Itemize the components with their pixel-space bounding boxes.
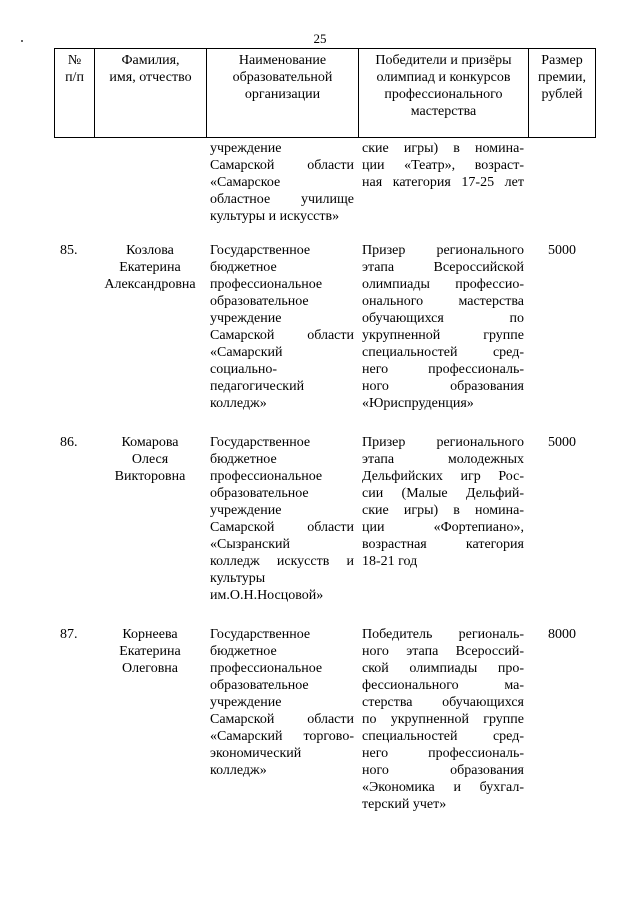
text-line: возрастная категория [362,537,524,552]
text-line: «Юриспруденция» [362,396,474,411]
text-line: учреждение [210,141,282,156]
text-line: профессиональное [210,277,323,292]
text-line: ного образования [362,379,524,394]
row-achievement [358,242,528,412]
text-line: обучающихся по [362,311,524,326]
text-line: Призер регионального [362,243,524,258]
text-line: ские игры) в номина- [362,141,524,156]
text-line: Екатерина [119,644,181,659]
text-line: специальностей сред- [362,729,524,744]
text-line: колледж» [210,396,267,411]
text-line: педагогический [210,379,305,394]
text-line: культуры [210,571,266,586]
header-text: № [67,53,82,68]
header-text: организации [244,87,321,102]
row-number: 87. [60,627,78,642]
text-line: олимпиады профессио- [362,277,524,292]
row-amount [528,140,596,225]
row-achievement [358,434,528,604]
table-row [54,140,596,225]
text-line: «Сызранский [210,537,290,552]
header-name [94,48,206,138]
text-line: специальностей сред- [362,345,524,360]
text-line: Комарова [121,435,179,450]
table-header [54,48,596,138]
text-line: Александровна [104,277,196,292]
text-line: им.О.Н.Носцовой» [210,588,324,603]
text-line: учреждение [210,695,282,710]
text-line: «Самарское [210,175,281,190]
row-name [94,626,206,813]
page-number: 25 [313,31,327,46]
row-number: 85. [60,243,78,258]
text-line: этапа Всероссийской [362,260,524,275]
header-amount [528,48,596,138]
text-line: «Самарский [210,345,283,360]
header-achievement [358,48,528,138]
row-organization [206,242,358,412]
text-line: образовательное [210,486,309,501]
text-line: Викторовна [114,469,186,484]
row-name [94,434,206,604]
row-number [54,140,94,225]
text-line: областное училище [210,192,354,207]
text-line: Государственное [210,435,311,450]
text-line: Олеся [131,452,169,467]
text-line: сии (Малые Дельфий- [362,486,524,501]
header-text: п/п [65,70,84,85]
text-line: ской олимпиады про- [362,661,524,676]
row-name [94,242,206,412]
text-line: образовательное [210,678,309,693]
text-line: ции «Фортепиано», [362,520,524,535]
text-line: профессиональное [210,469,323,484]
table-row [54,434,596,604]
row-organization [206,626,358,813]
text-line: него профессиональ- [362,362,524,377]
table-row [54,242,596,412]
text-line: Победитель региональ- [362,627,524,642]
header-text: рублей [541,87,583,102]
header-number [54,48,94,138]
header-organization [206,48,358,138]
text-line: фессионального ма- [362,678,524,693]
header-text: премии, [537,70,587,85]
header-text: олимпиад и конкурсов [376,70,511,85]
text-line: «Экономика и бухгал- [362,780,524,795]
row-achievement [358,140,528,225]
text-line: Самарской области [210,520,354,535]
row-achievement [358,626,528,813]
text-line: укрупненной группе [362,328,524,343]
row-organization [206,434,358,604]
text-line: бюджетное [210,452,277,467]
text-line: колледж искусств и [210,554,354,569]
row-amount: 8000 [548,627,576,642]
header-text: профессионального [384,87,503,102]
header-text: Наименование [238,53,327,68]
header-text: Размер [541,53,583,68]
row-name [94,140,206,225]
text-line: 18-21 год [362,554,418,569]
text-line: него профессиональ- [362,746,524,761]
text-line: по укрупненной группе [362,712,524,727]
text-line: Екатерина [119,260,181,275]
text-line: ного этапа Всероссий- [362,644,524,659]
scan-speck [21,40,23,42]
text-line: учреждение [210,311,282,326]
text-line: этапа молодежных [362,452,524,467]
text-line: бюджетное [210,260,277,275]
row-amount: 5000 [548,243,576,258]
text-line: Самарской области [210,158,354,173]
text-line: Призер регионального [362,435,524,450]
text-line: Государственное [210,243,311,258]
text-line: Дельфийских игр Рос- [362,469,524,484]
text-line: терский учет» [362,797,447,812]
text-line: Государственное [210,627,311,642]
header-text: образовательной [232,70,333,85]
text-line: колледж» [210,763,267,778]
text-line: образовательное [210,294,309,309]
text-line: бюджетное [210,644,277,659]
text-line: культуры и искусств» [210,209,340,224]
text-line: ские игры) в номина- [362,503,524,518]
header-text: мастерства [410,104,477,119]
row-amount: 5000 [548,435,576,450]
text-line: профессиональное [210,661,323,676]
text-line: Самарской области [210,712,354,727]
text-line: ная категория 17-25 лет [362,175,524,190]
table-row [54,626,596,813]
text-line: стерства обучающихся [362,695,524,710]
text-line: Козлова [126,243,174,258]
text-line: экономический [210,746,302,761]
text-line: «Самарский торгово- [210,729,354,744]
text-line: Самарской области [210,328,354,343]
text-line: Корнеева [122,627,178,642]
text-line: Олеговна [121,661,179,676]
awards-table [54,48,596,812]
text-line: ции «Театр», возраст- [362,158,524,173]
text-line: ного образования [362,763,524,778]
header-text: Победители и призёры [375,53,512,68]
row-number: 86. [60,435,78,450]
header-text: имя, отчество [109,70,192,85]
text-line: онального мастерства [362,294,524,309]
text-line: социально- [210,362,278,377]
text-line: учреждение [210,503,282,518]
row-organization [206,140,358,225]
header-text: Фамилия, [121,53,180,68]
